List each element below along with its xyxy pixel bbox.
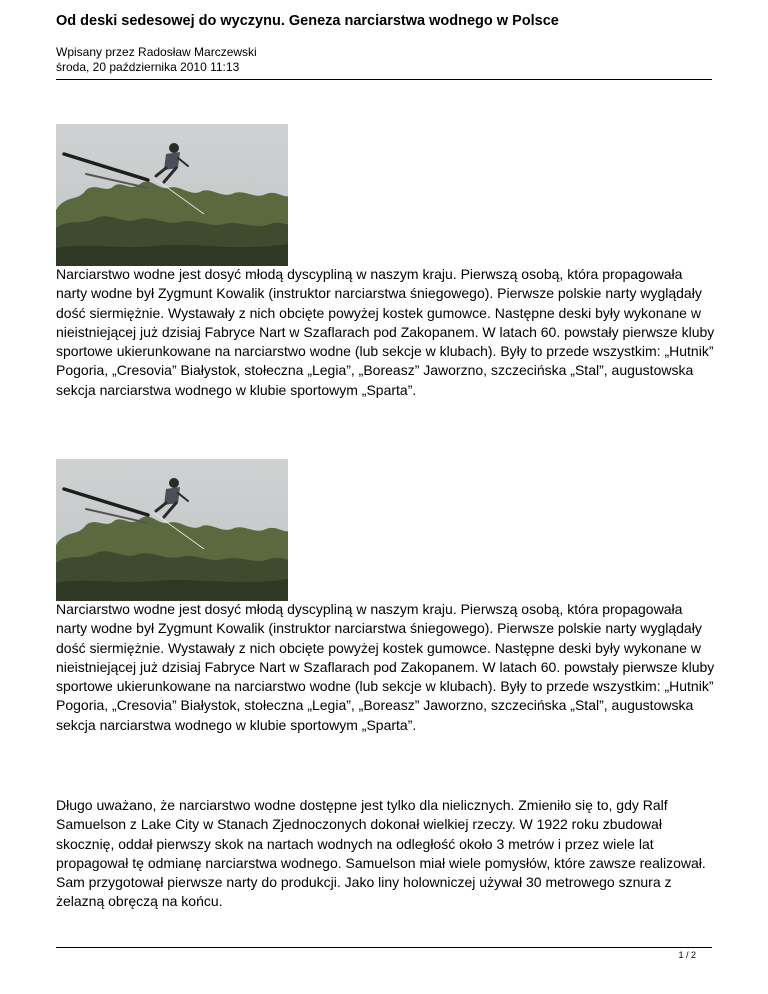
water-ski-jump-photo <box>56 124 288 266</box>
author-line: Wpisany przez Radosław Marczewski <box>56 45 257 59</box>
water-ski-jump-photo <box>56 459 288 601</box>
date-line: środa, 20 października 2010 11:13 <box>56 60 240 74</box>
article-title: Od deski sedesowej do wyczynu. Geneza narciarstwa wodnego w Polsce <box>56 13 559 29</box>
page-number: 1 / 2 <box>678 950 696 960</box>
header-divider <box>56 79 712 80</box>
paragraph-intro-repeat: Narciarstwo wodne jest dosyć młodą dyscypliną w naszym kraju. Pierwszą osobą, która propagowała narty wodne był Zygmunt Kowalik (instruktor narciarstwa śniegowego). Pierwsze polskie narty wyglądały dość siermiężnie. Wystawały z nich obcięte powyżej kostek gumowce. Następne deski były wykonane w nieistniejącej już dzisiaj Fabryce Nart w Szaflarach pod Zakopanem. W latach 60. powstały pierwsze kluby sportowe ukierunkowane na narciarstwo wodne (lub sekcje w klubach). Były to przede wszystkim: „Hutnik” Pogoria, „Cresovia” Białystok, stołeczna „Legia”, „Boreasz” Jaworzno, szczecińska „Stal”, augustowska sekcja narciarstwa wodnego w klubie sportowym „Sparta”. <box>56 601 715 733</box>
paragraph-samuelson: Długo uważano, że narciarstwo wodne dostępne jest tylko dla nielicznych. Zmieniło się to, gdy Ralf Samuelson z Lake City w Stanach Zjednoczonych dokonał wielkiej rzeczy. W 1922 roku zbudował skocznię, oddał pierwszy skok na nartach wodnych na odległość około 3 metrów i przez wiele lat propagował tę odmianę narciarstwa wodnego. Samuelson miał wiele pomysłów, które zawsze realizował. Sam przygotował pierwsze narty do produkcji. Jako liny holowniczej używał 30 metrowego sznura z żelazną obręczą na końcu. <box>56 797 706 910</box>
paragraph-intro: Narciarstwo wodne jest dosyć młodą dyscypliną w naszym kraju. Pierwszą osobą, która propagowała narty wodne był Zygmunt Kowalik (instruktor narciarstwa śniegowego). Pierwsze polskie narty wyglądały dość siermiężnie. Wystawały z nich obcięte powyżej kostek gumowce. Następne deski były wykonane w nieistniejącej już dzisiaj Fabryce Nart w Szaflarach pod Zakopanem. W latach 60. powstały pierwsze kluby sportowe ukierunkowane na narciarstwo wodne (lub sekcje w klubach). Były to przede wszystkim: „Hutnik” Pogoria, „Cresovia” Białystok, stołeczna „Legia”, „Boreasz” Jaworzno, szczecińska „Stal”, augustowska sekcja narciarstwa wodnego w klubie sportowym „Sparta”. <box>56 266 715 398</box>
footer-divider <box>56 947 712 948</box>
article-meta <box>56 45 257 75</box>
